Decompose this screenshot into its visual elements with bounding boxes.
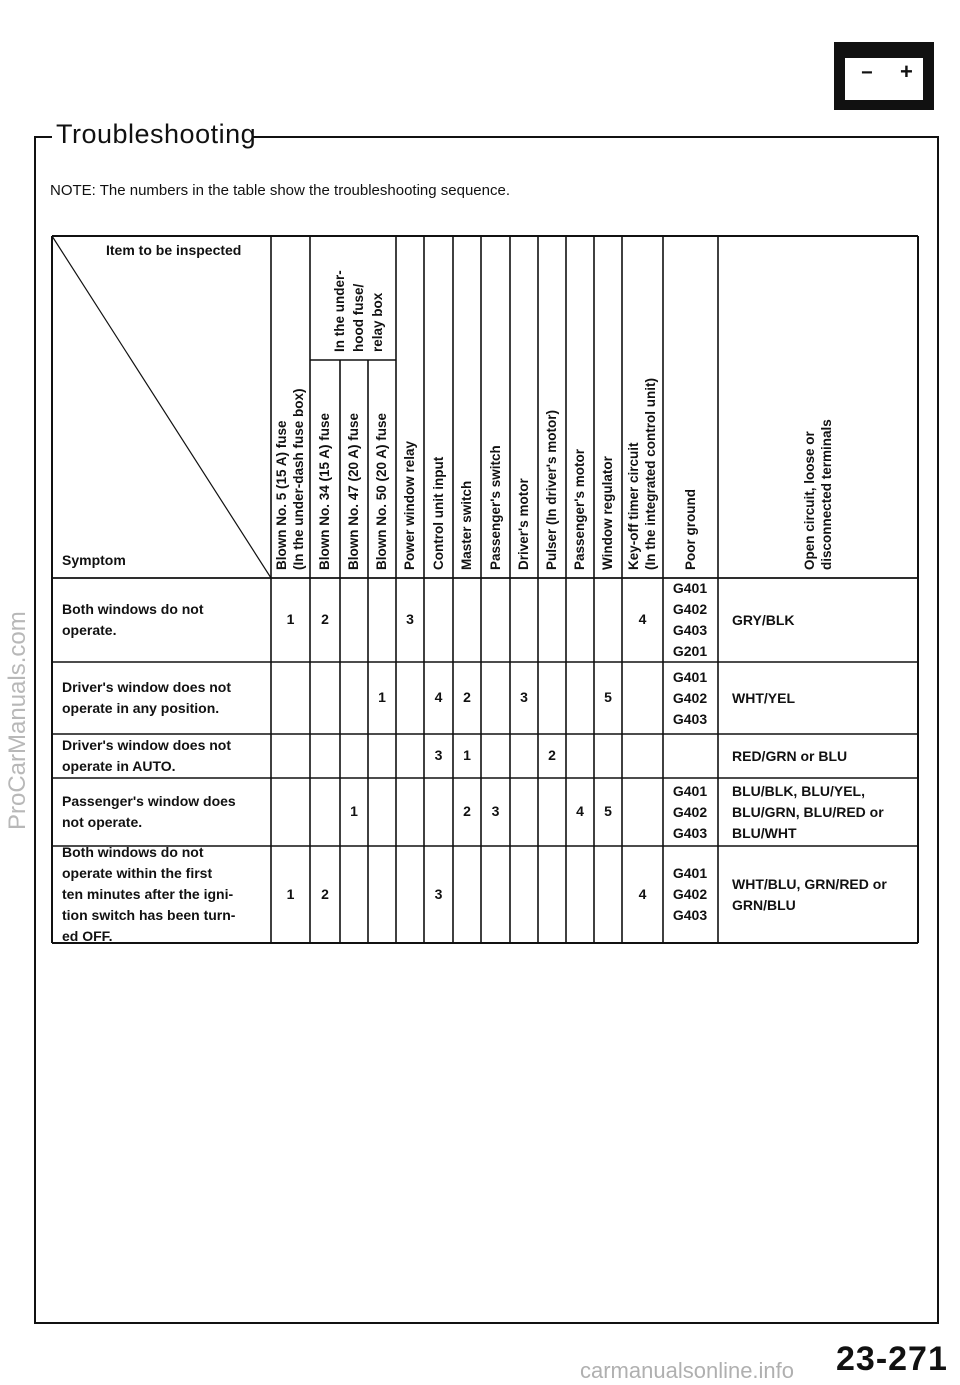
note-text: NOTE: The numbers in the table show the troubleshooting sequence. <box>50 182 510 199</box>
column-header-label: Pulser (In driver's motor) <box>544 410 559 570</box>
circuit-wire-color: BLU/GRN, BLU/RED or <box>732 803 884 820</box>
group-header-line: relay box <box>370 292 385 352</box>
sequence-number: 1 <box>286 611 295 627</box>
column-header-label: Master switch <box>459 480 474 570</box>
ground-code: G401 <box>672 865 708 881</box>
symptom-text: ed OFF. <box>62 928 113 944</box>
grid-line <box>52 236 271 578</box>
ground-code: G402 <box>672 803 708 820</box>
ground-code: G401 <box>672 580 708 596</box>
circuit-wire-color: BLU/WHT <box>732 824 797 841</box>
sequence-number: 1 <box>378 689 386 705</box>
symptom-text: Driver's window does not <box>62 679 232 695</box>
circuit-wire-color: RED/GRN or BLU <box>732 747 848 764</box>
circuit-wire-color: WHT/BLU, GRN/RED or <box>732 875 887 892</box>
sequence-number: 4 <box>638 611 647 627</box>
sequence-number: 3 <box>434 885 443 902</box>
page-number: 23-271 <box>836 1340 948 1378</box>
ground-code: G402 <box>672 689 708 706</box>
sequence-number: 1 <box>286 885 295 902</box>
ground-code: G201 <box>672 643 708 659</box>
ground-code: G403 <box>672 824 708 841</box>
symptom-text: operate in AUTO. <box>62 758 176 774</box>
group-header-line: In the under- <box>332 270 347 352</box>
sequence-number: 2 <box>321 611 329 627</box>
ground-code: G401 <box>672 782 708 799</box>
column-header-label: Blown No. 50 (20 A) fuse <box>374 412 389 570</box>
sequence-number: 4 <box>576 803 584 819</box>
column-header-label: Poor ground <box>682 489 698 570</box>
column-header-label: Passenger's motor <box>572 448 587 570</box>
symptom-text: not operate. <box>62 814 143 830</box>
sequence-number: 4 <box>434 689 443 705</box>
ground-code: G403 <box>672 907 708 923</box>
symptom-text: Both windows do not <box>62 601 204 617</box>
sequence-number: 3 <box>491 803 500 819</box>
sequence-number: 5 <box>604 803 612 819</box>
sequence-number: 1 <box>463 747 471 763</box>
group-header-line: hood fuse/ <box>351 283 366 352</box>
sequence-number: 2 <box>548 747 556 763</box>
sequence-number: 2 <box>463 803 471 819</box>
sequence-number: 3 <box>434 747 443 763</box>
battery-minus-sign: − <box>861 62 873 84</box>
sequence-number: 4 <box>638 885 647 902</box>
column-header-label: Blown No. 47 (20 A) fuse <box>346 412 361 570</box>
column-header-label: Power window relay <box>402 440 417 570</box>
column-header-label: Blown No. 5 (15 A) fuse <box>274 420 289 570</box>
ground-code: G402 <box>672 601 708 617</box>
sequence-number: 2 <box>463 689 471 705</box>
column-header-label: Key-off timer circuit <box>626 442 641 570</box>
ground-code: G403 <box>672 622 708 638</box>
column-header-label: Window regulator <box>600 456 615 570</box>
column-header-label: Open circuit, loose or <box>801 431 817 570</box>
section-title: Troubleshooting <box>56 119 257 149</box>
symptom-text: Driver's window does not <box>62 737 232 753</box>
symptom-text: tion switch has been turn- <box>62 907 236 923</box>
symptom-text: operate. <box>62 622 117 638</box>
circuit-wire-color: GRY/BLK <box>732 611 795 628</box>
corner-header-symptom: Symptom <box>62 552 126 568</box>
sequence-number: 3 <box>406 611 414 627</box>
ground-code: G403 <box>672 710 708 727</box>
sequence-number: 2 <box>321 885 329 902</box>
bottom-watermark: carmanualsonline.info <box>580 1358 795 1383</box>
column-header-label: Passenger's switch <box>487 445 503 570</box>
column-header-label: (In the under-dash fuse box) <box>291 388 306 570</box>
column-header-label: (In the integrated control unit) <box>643 378 658 570</box>
ground-code: G402 <box>672 886 708 902</box>
circuit-wire-color: WHT/YEL <box>732 689 795 706</box>
column-header-label: Control unit input <box>430 456 446 570</box>
circuit-wire-color: GRN/BLU <box>732 896 796 913</box>
sequence-number: 1 <box>350 803 358 819</box>
symptom-text: Passenger's window does <box>62 793 236 809</box>
corner-header-inspected: Item to be inspected <box>106 242 242 258</box>
side-watermark: ProCarManuals.com <box>4 611 31 830</box>
column-header-label: Blown No. 34 (15 A) fuse <box>317 412 332 570</box>
sequence-number: 5 <box>604 689 612 705</box>
symptom-text: ten minutes after the igni- <box>62 886 234 902</box>
symptom-text: operate in any position. <box>62 700 220 716</box>
column-header-label: disconnected terminals <box>818 419 834 570</box>
sequence-number: 3 <box>520 689 528 705</box>
symptom-text: Both windows do not <box>62 844 204 860</box>
symptom-text: operate within the first <box>62 865 213 881</box>
circuit-wire-color: BLU/BLK, BLU/YEL, <box>732 782 865 799</box>
column-header-label: Driver's motor <box>516 478 531 570</box>
ground-code: G401 <box>672 668 708 685</box>
battery-plus-sign: + <box>900 59 913 84</box>
